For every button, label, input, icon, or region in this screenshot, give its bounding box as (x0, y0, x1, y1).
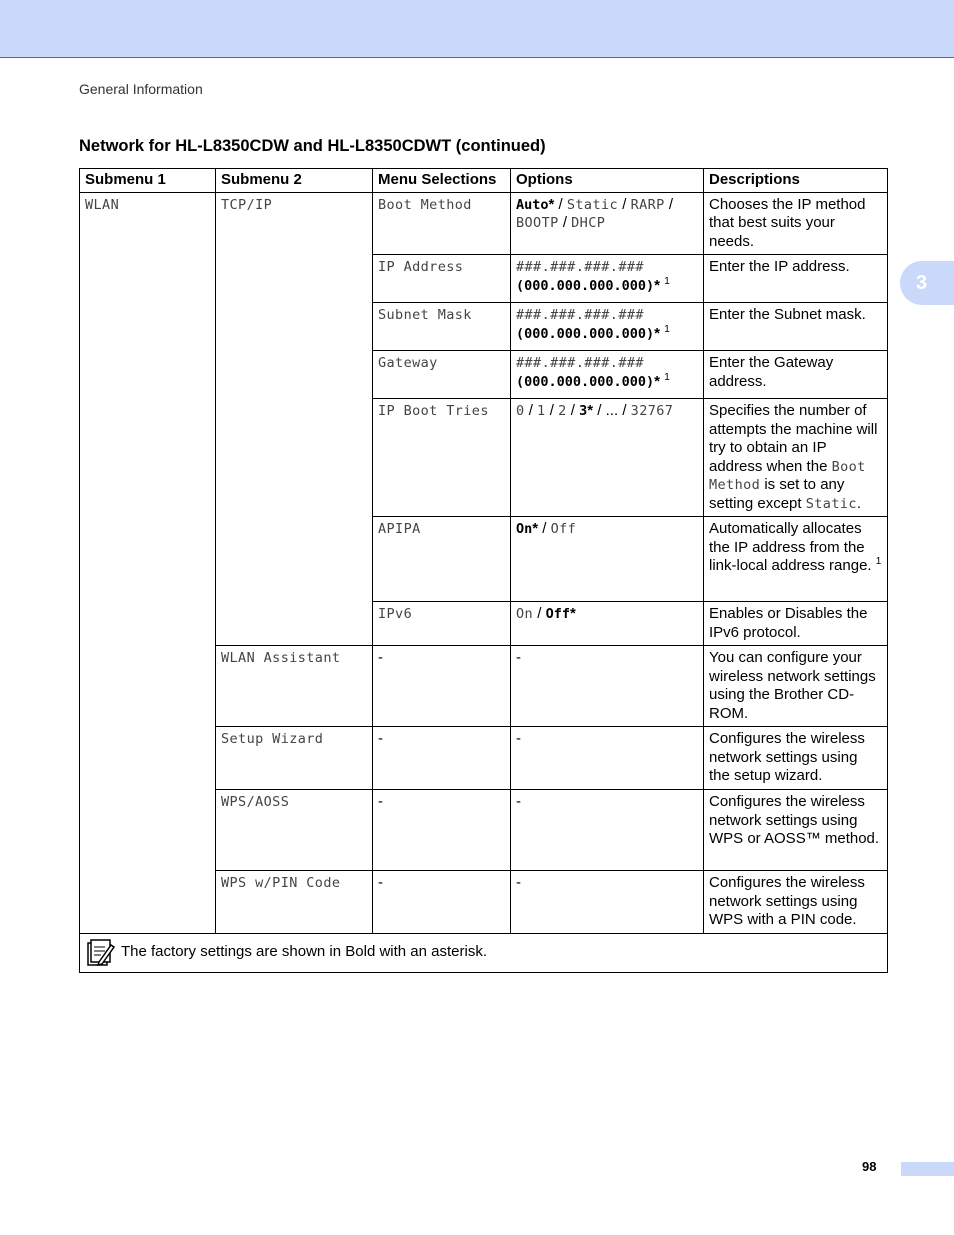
menu-selection-label: Boot Method (378, 196, 472, 213)
ellipsis: ... (605, 402, 619, 419)
default-marker: * (587, 402, 594, 419)
section-title: Network for HL-L8350CDW and HL-L8350CDWT (continued) (79, 137, 546, 155)
option-value: Auto (516, 196, 549, 213)
running-head: General Information (79, 81, 203, 97)
address-mask: ###.###.###.### (516, 259, 644, 275)
footnote-ref: 1 (875, 556, 882, 567)
submenu2-cell (216, 646, 373, 727)
description-cell (704, 871, 888, 934)
separator: / (528, 402, 533, 419)
menu-selection-cell (373, 727, 511, 790)
submenu2-label: WLAN Assistant (221, 650, 341, 666)
inline-code: Boot Method (709, 458, 866, 493)
menu-selection-label: Subnet Mask (378, 307, 472, 323)
option-value: 3 (579, 403, 588, 419)
description-cell (704, 727, 888, 790)
note-cell (80, 933, 888, 972)
option-value: 2 (558, 403, 567, 419)
options-cell (511, 790, 704, 871)
column-header-submenu1: Submenu 1 (80, 169, 216, 193)
page-number: 98 (862, 1159, 877, 1174)
column-header-options: Options (511, 169, 704, 193)
separator: / (668, 195, 674, 213)
column-header-descriptions: Descriptions (704, 169, 888, 193)
option-value: 32767 (630, 403, 674, 419)
submenu2-label: WPS/AOSS (221, 794, 290, 810)
table-header-row (80, 169, 888, 193)
default-marker: * (654, 276, 661, 294)
submenu1-cell (80, 192, 216, 933)
separator: / (537, 605, 542, 622)
separator: / (570, 402, 575, 419)
description-cell (704, 602, 888, 646)
menu-selection-cell (373, 871, 511, 934)
options-cell (511, 517, 704, 602)
menu-selection-label: - (378, 874, 383, 891)
footnote-ref: 1 (664, 275, 670, 287)
address-mask: ###.###.###.### (516, 307, 644, 323)
header-band (0, 0, 954, 58)
description-cell (704, 351, 888, 399)
option-value: - (516, 874, 521, 891)
option-value: 0 (516, 403, 525, 419)
column-header-submenu2: Submenu 2 (216, 169, 373, 193)
default-marker: * (654, 372, 661, 390)
default-address: (000.000.000.000) (516, 277, 655, 294)
menu-selection-label: IP Boot Tries (378, 403, 489, 419)
separator: / (622, 402, 627, 419)
description-cell (704, 255, 888, 303)
address-mask: ###.###.###.### (516, 355, 644, 371)
menu-selection-cell (373, 351, 511, 399)
description-text: Enter the Subnet mask. (709, 306, 866, 323)
default-marker: * (569, 605, 576, 622)
options-cell (511, 727, 704, 790)
option-value: Off (550, 521, 577, 537)
options-cell (511, 602, 704, 646)
option-value: - (516, 793, 521, 810)
option-value: On (516, 606, 534, 622)
description-text: Configures the wireless network settings using the setup wizard. (709, 730, 865, 784)
separator: / (562, 214, 567, 231)
option-value: Off (545, 606, 570, 622)
submenu1-label: WLAN (85, 196, 120, 213)
footnote-ref: 1 (664, 371, 670, 383)
footnote-ref: 1 (664, 323, 670, 335)
option-value: BOOTP (516, 215, 559, 231)
submenu2-cell (216, 727, 373, 790)
description-cell (704, 517, 888, 602)
default-marker: * (548, 195, 555, 213)
description-cell (704, 646, 888, 727)
options-cell (511, 871, 704, 934)
chapter-number: 3 (916, 271, 928, 294)
description-text: Enables or Disables the IPv6 protocol. (709, 605, 868, 641)
menu-selection-label: - (378, 730, 383, 747)
options-cell (511, 646, 704, 727)
column-header-menu-selections: Menu Selections (373, 169, 511, 193)
inline-code: Static (805, 495, 857, 512)
menu-selection-label: Gateway (378, 355, 438, 371)
option-value: - (516, 730, 521, 747)
description-text: You can configure your wireless network settings using the Brother CD-ROM. (709, 649, 876, 722)
note-pencil-icon (85, 938, 115, 968)
default-address: (000.000.000.000) (516, 373, 655, 390)
menu-selection-cell (373, 790, 511, 871)
submenu2-cell (216, 871, 373, 934)
option-value: Static (566, 196, 619, 213)
menu-selection-label: IP Address (378, 259, 464, 275)
description-cell (704, 192, 888, 255)
menu-selection-cell (373, 646, 511, 727)
menu-selection-label: APIPA (378, 521, 421, 537)
menu-selection-label: IPv6 (378, 606, 413, 622)
option-value: On (516, 521, 533, 537)
option-value: 1 (537, 403, 546, 419)
note-text: The factory settings are shown in Bold with an asterisk. (121, 943, 488, 961)
menu-selection-cell (373, 399, 511, 517)
separator: / (549, 402, 554, 419)
default-marker: * (532, 520, 539, 537)
options-cell (511, 399, 704, 517)
description-text: Enter the Gateway address. (709, 354, 834, 390)
menu-selection-cell (373, 255, 511, 303)
description-cell (704, 399, 888, 517)
description-cell (704, 790, 888, 871)
description-text: Automatically allocates the IP address from the link-local address range. (709, 520, 872, 574)
default-marker: * (654, 324, 661, 342)
separator: / (542, 520, 547, 537)
separator: / (558, 195, 563, 213)
menu-selection-cell (373, 303, 511, 351)
table-row (80, 192, 888, 255)
chapter-tab[interactable] (900, 261, 954, 305)
options-cell (511, 303, 704, 351)
submenu2-cell (216, 790, 373, 871)
page-number-bar (901, 1162, 954, 1176)
options-cell (511, 351, 704, 399)
description-text: Configures the wireless network settings using WPS or AOSS™ method. (709, 793, 880, 847)
default-address: (000.000.000.000) (516, 325, 655, 342)
description-text: Enter the IP address. (709, 258, 850, 275)
description-text: . (856, 494, 862, 512)
submenu2-label: TCP/IP (221, 196, 273, 213)
submenu2-cell (216, 192, 373, 646)
options-cell (511, 255, 704, 303)
description-cell (704, 303, 888, 351)
description-text: Chooses the IP method that best suits your needs. (709, 195, 866, 250)
separator: / (622, 195, 627, 213)
menu-selection-cell (373, 602, 511, 646)
description-text: Specifies the number of attempts the machine will try to obtain an IP address when the (709, 402, 878, 475)
network-settings-table (79, 168, 888, 973)
submenu2-label: Setup Wizard (221, 731, 324, 747)
option-value: - (516, 649, 521, 666)
menu-selection-cell (373, 517, 511, 602)
options-cell (511, 192, 704, 255)
note-row (80, 933, 888, 972)
menu-selection-label: - (378, 793, 383, 810)
option-value: RARP (630, 196, 665, 213)
description-text: is set to any setting except (709, 476, 845, 512)
menu-selection-cell (373, 192, 511, 255)
option-value: DHCP (571, 215, 606, 231)
menu-selection-label: - (378, 649, 383, 666)
separator: / (597, 402, 602, 419)
description-text: Configures the wireless network settings using WPS with a PIN code. (709, 874, 865, 928)
submenu2-label: WPS w/PIN Code (221, 875, 341, 891)
